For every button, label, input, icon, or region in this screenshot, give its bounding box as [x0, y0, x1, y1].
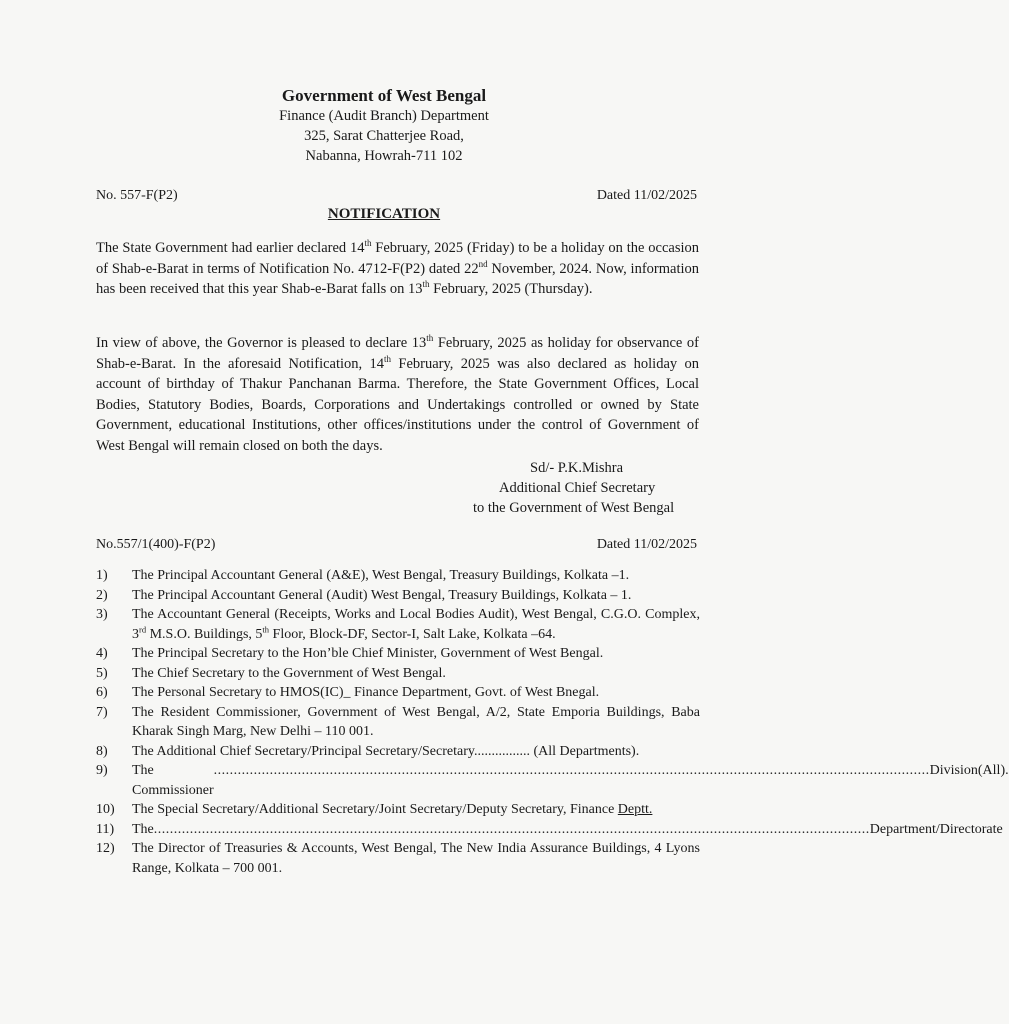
list-item: 3) The Accountant General (Receipts, Works and Local Bodies Audit), West Bengal, C.G.O. Complex, 3rd M.S.O. Buildings, 5th Floor, Block-DF, Sector-I, Salt Lake, Kolkata –64. — [96, 607, 700, 642]
list-item: 11) The ................................................................................................................................................................................... Department/Directorate — [96, 821, 1003, 837]
list-item: 4) The Principal Secretary to the Hon’ble Chief Minister, Government of West Bengal. — [96, 646, 604, 661]
reference-number: No. 557-F(P2) — [96, 188, 178, 203]
distribution-list — [96, 566, 1009, 878]
list-item: 6) The Personal Secretary to HMOS(IC)_ Finance Department, Govt. of West Bnegal. — [96, 685, 600, 700]
list-item: 10) The Special Secretary/Additional Secretary/Joint Secretary/Deputy Secretary, Finance Deptt. — [96, 802, 653, 817]
list-item: 9) The Commissioner ................................................................................................................................................................................... Division(All). — [96, 763, 1009, 798]
list-item: 8) The Additional Chief Secretary/Principal Secretary/Secretary................ (All Departments). — [96, 743, 640, 759]
reference-date: Dated 11/02/2025 — [596, 188, 697, 203]
signatory-organisation: to the Government of West Bengal — [473, 500, 675, 516]
list-item: 12) The Director of Treasuries & Accounts, West Bengal, The New India Assurance Buildings, 4 Lyons Range, Kolkata – 700 001. — [96, 841, 700, 876]
list-item: 2) The Principal Accountant General (Audit) West Bengal, Treasury Buildings, Kolkata – 1. — [96, 587, 632, 603]
list-item: 5) The Chief Secretary to the Government of West Bengal. — [96, 665, 446, 681]
government-title: Government of West Bengal — [281, 86, 487, 105]
memo-date: Dated 11/02/2025 — [596, 537, 697, 552]
address-line-1: 325, Sarat Chatterjee Road, — [304, 128, 464, 144]
list-item: 1) The Principal Accountant General (A&E), West Bengal, Treasury Buildings, Kolkata –1. — [96, 568, 630, 583]
signatory-designation: Additional Chief Secretary — [499, 480, 656, 496]
signatory-name: Sd/- P.K.Mishra — [530, 460, 624, 476]
memo-number: No.557/1(400)-F(P2) — [96, 537, 216, 552]
list-item: 7) The Resident Commissioner, Government of West Bengal, A/2, State Emporia Buildings, Baba Kharak Singh Marg, New Delhi – 110 001. — [96, 704, 700, 739]
paragraph-1: The State Government had earlier declared 14th February, 2025 (Friday) to be a holiday on the occasion of Shab-e-Barat in terms of Notification No. 4712-F(P2) dated 22nd November, 2024. Now, information has been received that this year Shab-e-Barat falls on 13th February, 2025 (Thursday). — [96, 238, 700, 297]
address-line-2: Nabanna, Howrah-711 102 — [305, 148, 463, 164]
notification-heading: NOTIFICATION — [327, 206, 441, 222]
paragraph-2: In view of above, the Governor is pleased to declare 13th February, 2025 as holiday for observance of Shab-e-Barat. In the aforesaid Notification, 14th February, 2025 was also declared as holiday on account of birthday of Thakur Panchanan Barma. Therefore, the State Government Offices, Local Bodies, Statutory Bodies, Boards, Corporations and Undertakings controlled or owned by State Government, educational Institutions, other offices/institutions under the control of Government of West Bengal will remain closed on both the days. — [96, 333, 699, 454]
department-line: Finance (Audit Branch) Department — [279, 108, 489, 124]
